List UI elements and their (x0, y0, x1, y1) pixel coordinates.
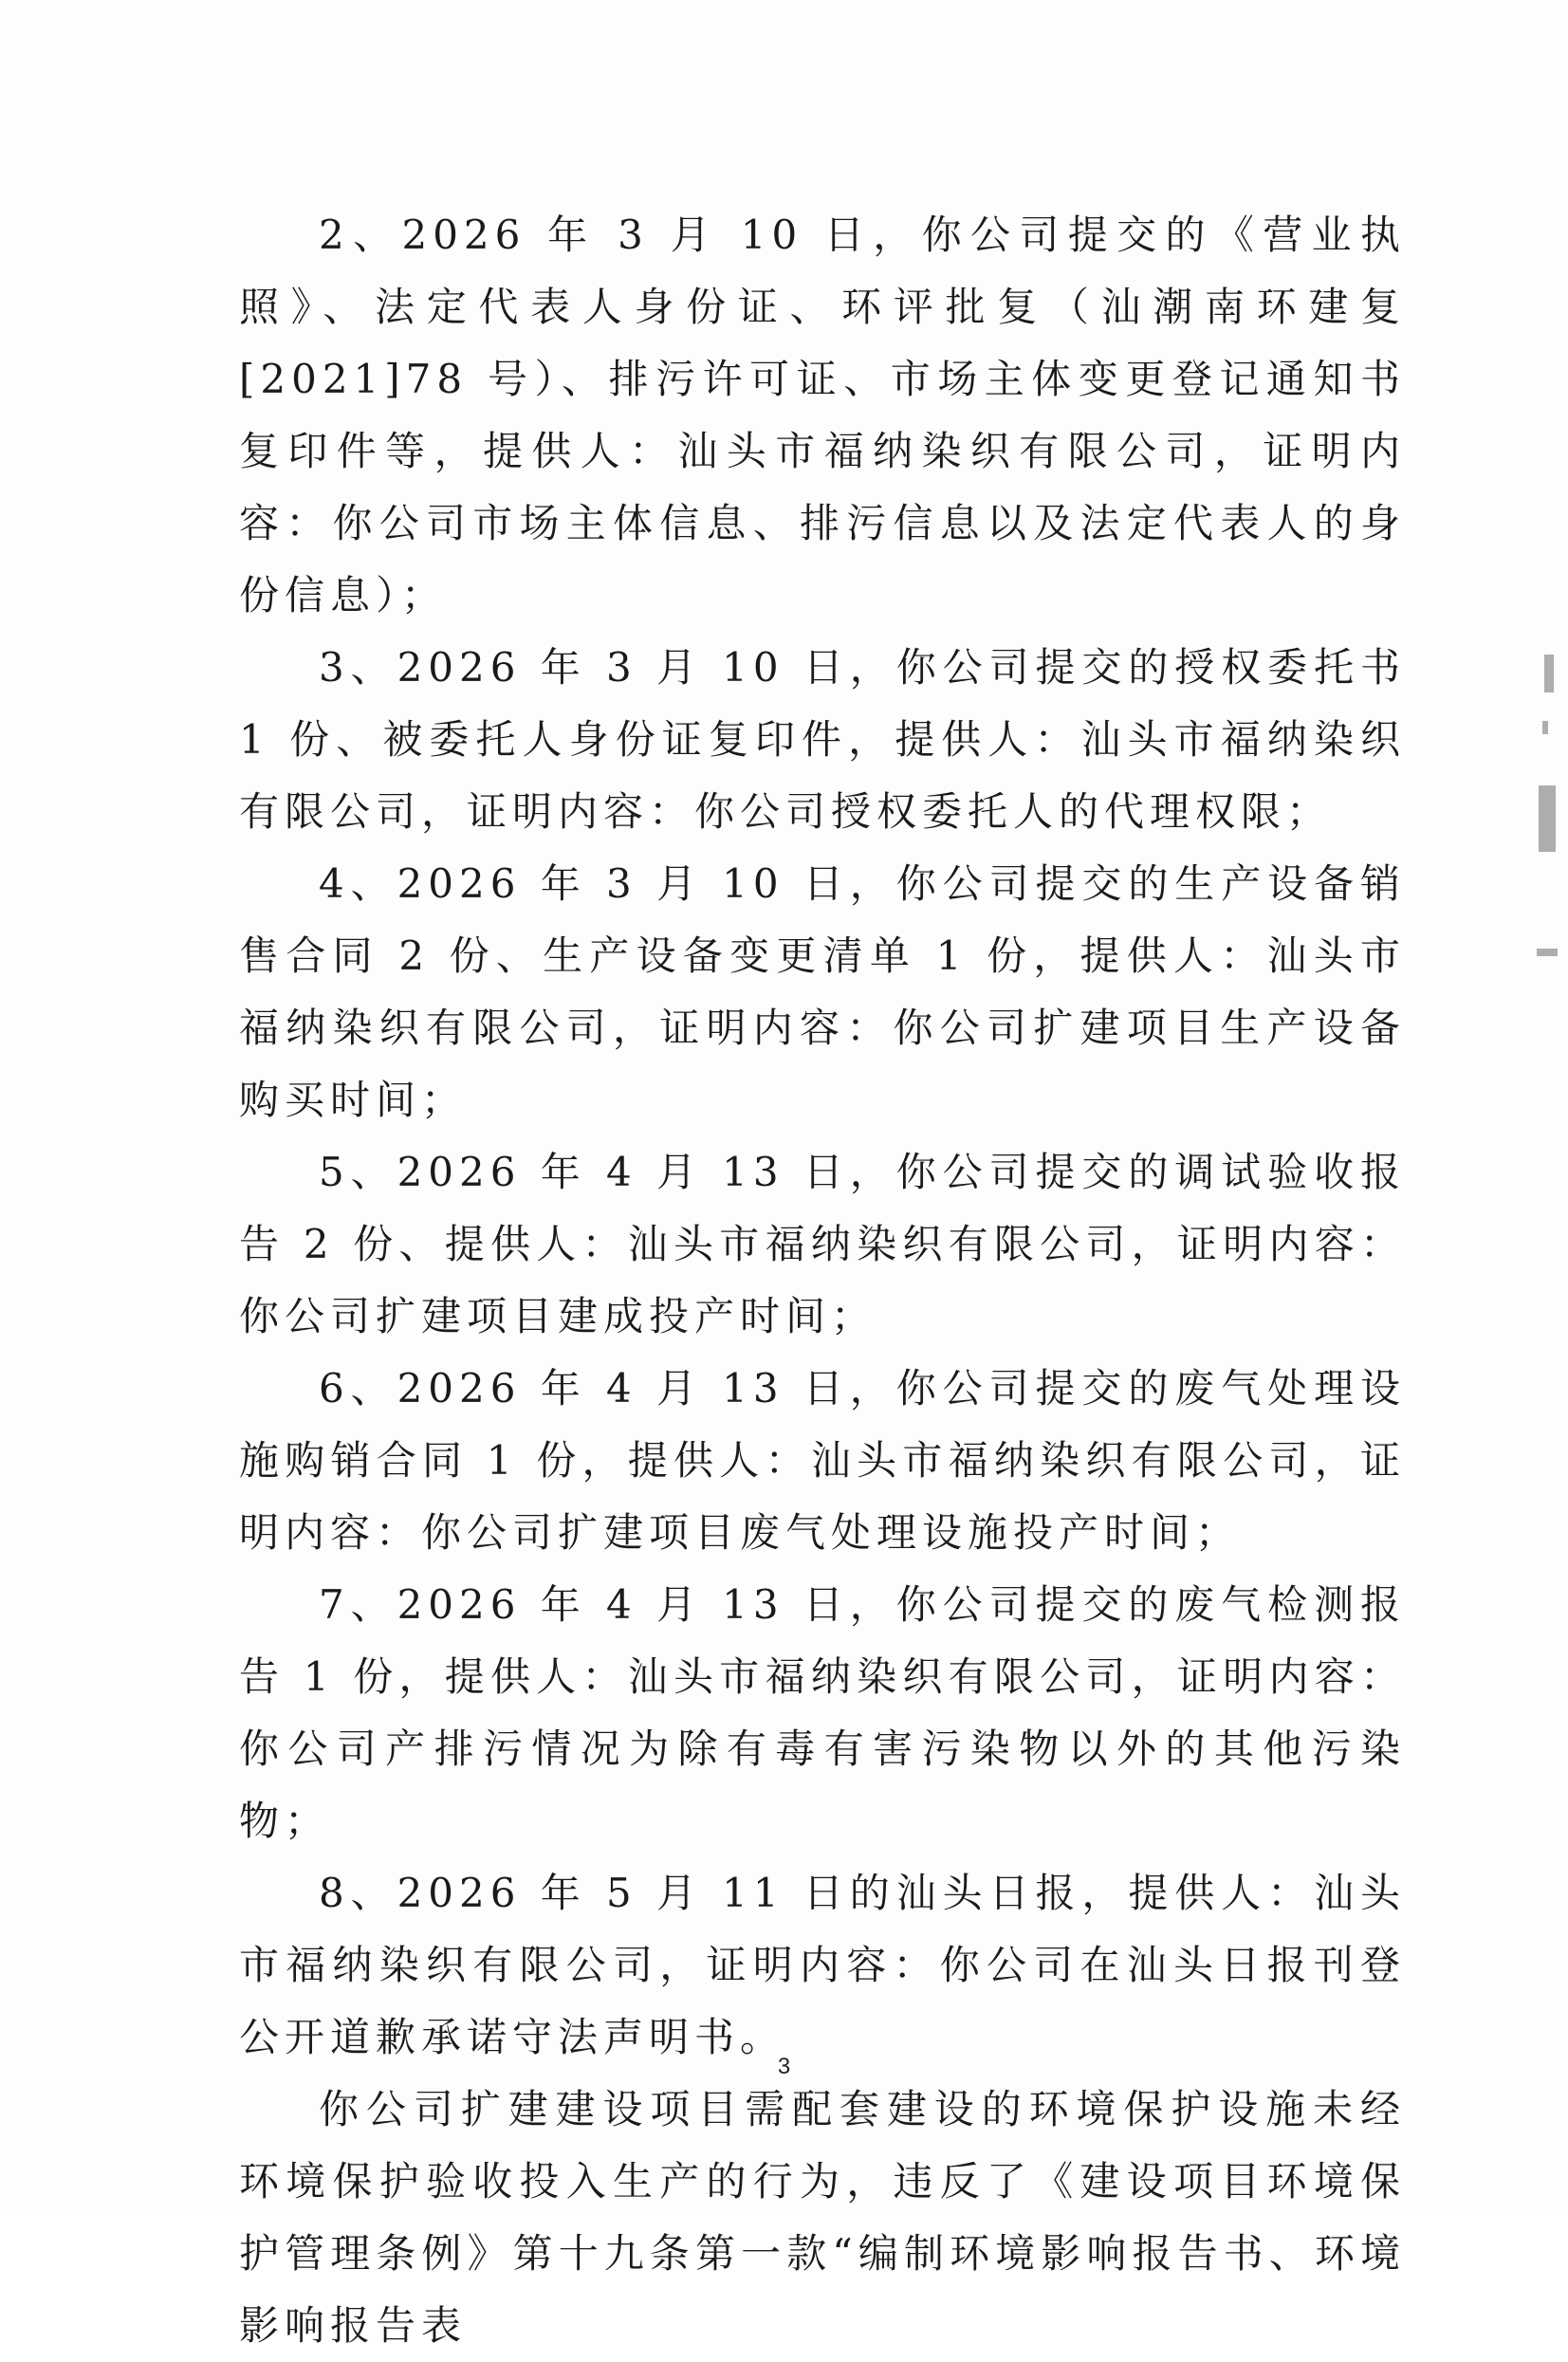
evidence-item-6: 6、2026 年 4 月 13 日，你公司提交的废气处理设施购销合同 1 份，提供人：汕头市福纳染织有限公司，证明内容：你公司扩建项目废气处理设施投产时间； (239, 1365, 1406, 1556)
evidence-item-4: 4、2026 年 3 月 10 日，你公司提交的生产设备销售合同 2 份、生产设备变更清单 1 份，提供人：汕头市福纳染织有限公司，证明内容：你公司扩建项目生产设备购买时间； (239, 860, 1406, 1123)
evidence-item-2: 2、2026 年 3 月 10 日，你公司提交的《营业执照》、法定代表人身份证、环评批复（汕潮南环建复[2021]78 号）、排污许可证、市场主体变更登记通知书复印件等，提供人：汕头市福纳染织有限公司，证明内容：你公司市场主体信息、排污信息以及法定代表人的身份信息）； (239, 212, 1406, 618)
violation-paragraph: 你公司扩建建设项目需配套建设的环境保护设施未经环境保护验收投入生产的行为，违反了《建设项目环境保护管理条例》第十九条第一款“编制环境影响报告书、环境影响报告表 (239, 2086, 1406, 2349)
scan-edge-mark (1539, 785, 1556, 852)
evidence-item-5: 5、2026 年 4 月 13 日，你公司提交的调试验收报告 2 份、提供人：汕头市福纳染织有限公司，证明内容：你公司扩建项目建成投产时间； (239, 1149, 1406, 1339)
document-body (239, 199, 1406, 2362)
evidence-item-3: 3、2026 年 3 月 10 日，你公司提交的授权委托书 1 份、被委托人身份证复印件，提供人：汕头市福纳染织有限公司，证明内容：你公司授权委托人的代理权限； (239, 644, 1406, 835)
scan-edge-mark (1542, 721, 1548, 734)
page-number: 3 (777, 2054, 791, 2079)
evidence-item-8: 8、2026 年 5 月 11 日的汕头日报，提供人：汕头市福纳染织有限公司，证明内容：你公司在汕头日报刊登公开道歉承诺守法声明书。 (239, 1870, 1406, 2060)
scan-edge-mark (1537, 949, 1558, 956)
evidence-item-7: 7、2026 年 4 月 13 日，你公司提交的废气检测报告 1 份，提供人：汕头市福纳染织有限公司，证明内容：你公司产排污情况为除有毒有害污染物以外的其他污染物； (239, 1581, 1406, 1844)
scan-edge-mark (1544, 655, 1554, 692)
